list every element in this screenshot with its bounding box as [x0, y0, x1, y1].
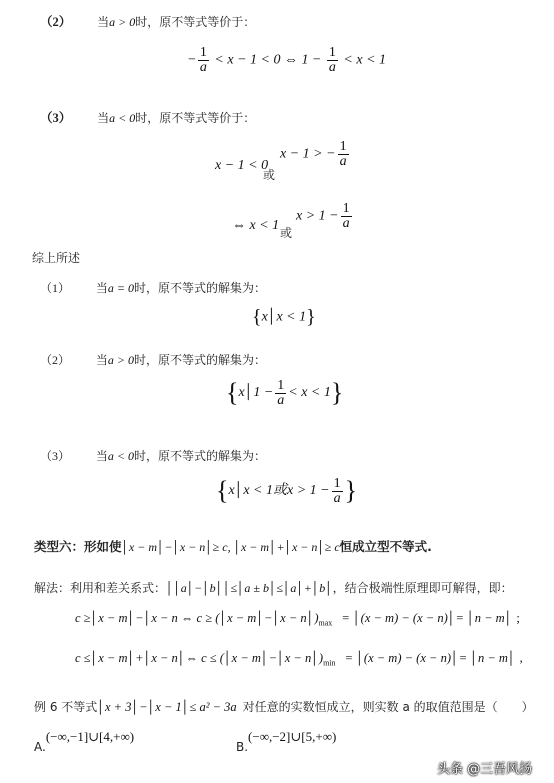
equation-min: c ≤│x − m│+│x − n│⇔ c ≤ (│x − m│−│x − $n│)_{min}$ = │(x − m) − (x − n)│= │n − m│ , — [75, 651, 523, 668]
or-word: 或 — [263, 168, 276, 182]
equation-case-3-left: x − 1 < 0 — [215, 158, 269, 173]
summary-case-3: （3） 当a < 0时，原不等式的解集为： — [40, 449, 266, 463]
fraction: $\frac{1}{a}$ — [342, 201, 350, 231]
watermark: 头条 @三吾风扬 — [437, 762, 533, 777]
method-expression: ││a│−│b││≤│a ± b│≤│a│+│b│ — [166, 581, 333, 595]
fraction: $\frac{1}{a}$ — [339, 139, 347, 169]
case-suffix: 时，原不等式等价于： — [135, 15, 256, 29]
option-b[interactable] — [236, 726, 337, 754]
equation-tail: < x < 1 — [343, 52, 387, 68]
equation-case-3-right-2: x > 1 − $\frac{1}{a}$ — [296, 201, 350, 231]
case-suffix: 时，原不等式等价于： — [135, 111, 256, 125]
solution-set-1: {x│x < 1} — [252, 306, 316, 328]
case-2-line — [40, 12, 255, 30]
option-a[interactable] — [34, 726, 135, 754]
fraction: $\frac{1}{a}$ — [199, 45, 207, 75]
or-word: 或 — [280, 226, 293, 240]
case-number: （2） — [40, 15, 72, 29]
equation-case-2: − $\frac{1}{a}$ < x − 1 < 0 ⇔ 1 − $\frac{1}{a}$ < x < 1 — [188, 45, 387, 75]
example-6: 例 6 不等式│x + 3│−│x − 1│≤ a² − 3a 对任意的实数恒成立，则实数 a 的取值范围是（ ） — [34, 700, 534, 714]
equation-case-3-right: x − 1 > − $\frac{1}{a}$ — [280, 139, 347, 169]
summary-heading: 综上所述 — [32, 251, 81, 265]
fraction: $\frac{1}{a}$ — [333, 475, 341, 506]
equation-middle: < x − 1 < 0 ⇔ 1 − — [214, 52, 322, 68]
equation-max: c ≥│x − m│−│x − n ⇔ c ≥ (│x − m│−│x − $n│)_{max}$ = │(x − m) − (x − n)│= │n − m│ ; — [75, 611, 520, 628]
case-condition: a < 0 — [109, 111, 136, 125]
case-prefix: 当 — [97, 111, 110, 125]
summary-case-1: （1） 当a = 0时，原不等式的解集为： — [40, 281, 266, 295]
option-b-value: (−∞,−2]∪[5,+∞) — [248, 729, 337, 744]
case-3-line — [40, 108, 255, 126]
option-a-label: A. — [34, 740, 46, 754]
case-number: （3） — [40, 111, 72, 125]
example-expression: │x + 3│−│x − 1│≤ a² − 3a — [97, 700, 237, 714]
equation-case-3-left-2: ⇔ x < 1 — [232, 218, 280, 233]
method-line: 解法：利用和差关系式：││a│−│b││≤│a ± b│≤│a│+│b│，结合极端性原理即可解得，即： — [34, 581, 513, 595]
type-six-heading: 类型六：形如使│x − m│−│x − n│≥ c, │x − m│+│x − n│≥ c恒成立型不等式. — [34, 539, 432, 554]
solution-set-2: {x│1 − $\frac{1}{a}$ < x < 1} — [226, 377, 344, 408]
option-a-value: (−∞,−1]∪[4,+∞) — [45, 729, 135, 744]
case-prefix: 当 — [97, 15, 110, 29]
option-b-label: B. — [236, 740, 249, 754]
summary-case-2: （2） 当a > 0时，原不等式的解集为： — [40, 353, 266, 367]
fraction: $\frac{1}{a}$ — [277, 377, 285, 408]
fraction: $\frac{1}{a}$ — [328, 45, 336, 75]
solution-set-3: {x│x < 1或x > 1 − $\frac{1}{a}$ } — [216, 475, 358, 506]
type-six-expression: │x − m│−│x − n│≥ c, │x − m│+│x − n│≥ c — [121, 540, 340, 554]
case-condition: a > 0 — [109, 15, 136, 29]
